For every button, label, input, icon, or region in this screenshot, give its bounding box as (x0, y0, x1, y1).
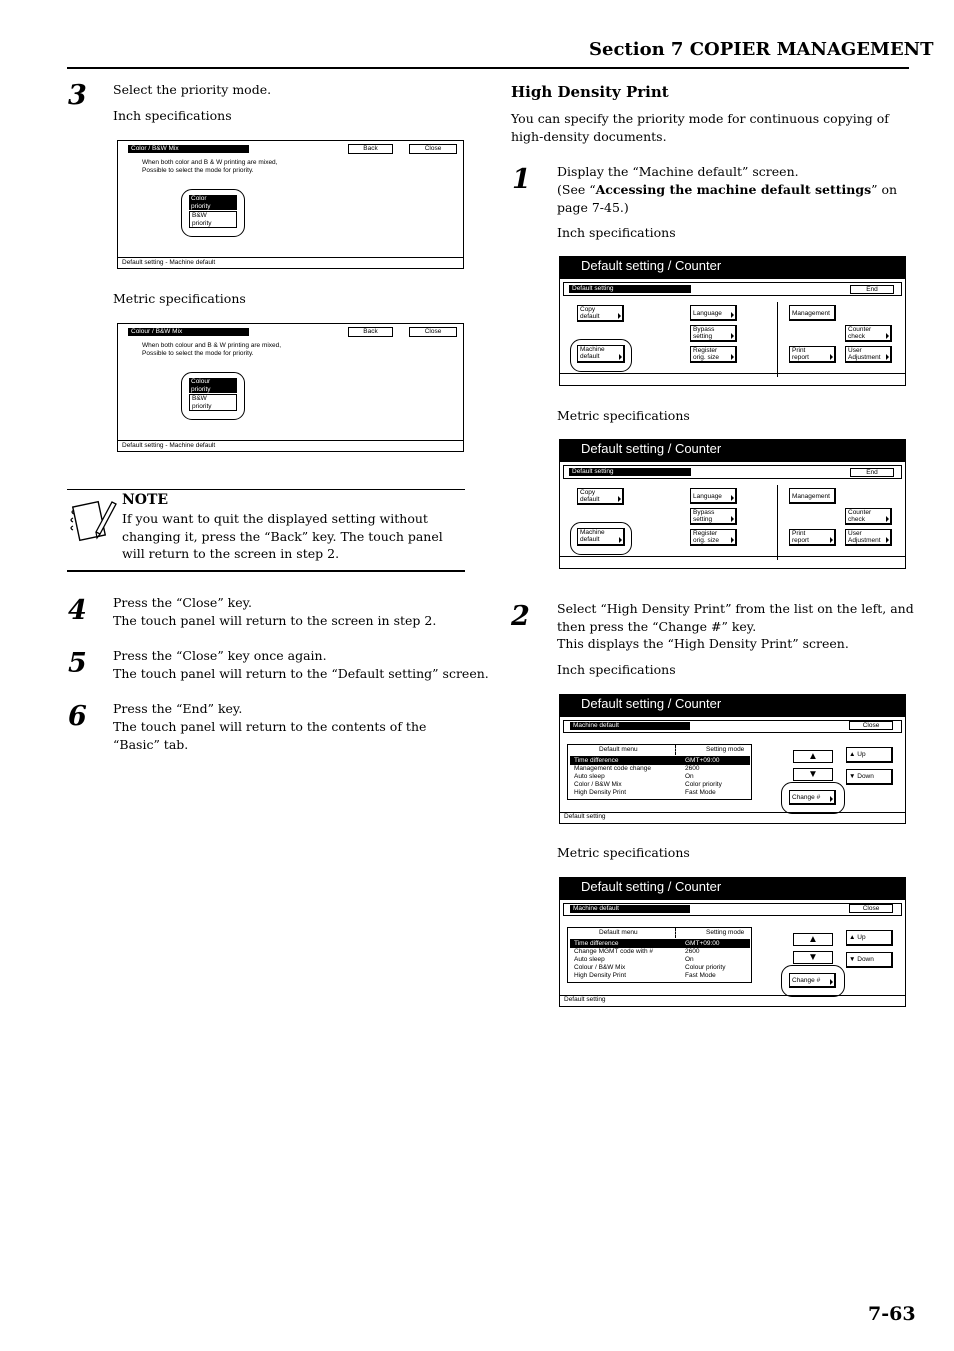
down-button[interactable]: ▼ Down (846, 769, 893, 785)
language-button[interactable]: Language (690, 488, 737, 504)
note-text: If you want to quit the displayed setting without changing it, press the “Back” key. The touch panel will return to the screen in step 2. (122, 511, 443, 561)
end-button[interactable]: End (850, 468, 894, 477)
table-row[interactable]: Time difference (574, 757, 619, 764)
scroll-up-arrow-button[interactable]: ▲ (793, 933, 833, 946)
panel-title: Default setting / Counter (559, 256, 906, 278)
panel-body (559, 716, 906, 824)
step-1-line-2: (See “Accessing the machine default settings” on (557, 182, 898, 197)
change-button[interactable]: Change # (789, 973, 836, 988)
close-button[interactable]: Close (409, 144, 457, 154)
machine-default-panel-inch (559, 694, 906, 824)
panel-footer: Default setting (564, 813, 606, 820)
user-adjustment-button[interactable]: User Adjustment (845, 346, 892, 363)
scroll-down-arrow-button[interactable]: ▼ (793, 768, 833, 781)
inch-spec-label: Inch specifications (557, 225, 676, 240)
note-notebook-icon (70, 496, 118, 544)
up-button[interactable]: ▲ Up (846, 747, 893, 763)
panel-message-2: Possible to select the mode for priority. (142, 350, 254, 357)
step-3-text: Select the priority mode. (113, 82, 272, 97)
section-heading: High Density Print (511, 83, 669, 101)
metric-spec-label: Metric specifications (557, 845, 690, 860)
table-cell: GMT+09:00 (685, 940, 720, 947)
machine-default-panel-metric (559, 877, 906, 1007)
bw-priority-option[interactable]: B&W priority (189, 211, 237, 228)
bypass-setting-button[interactable]: Bypass setting (690, 508, 737, 525)
machine-default-button[interactable]: Machine default (577, 345, 625, 363)
panel-footer: Default setting - Machine default (122, 442, 216, 449)
register-orig-size-button[interactable]: Register orig. size (690, 529, 737, 546)
table-cell: Fast Mode (685, 972, 716, 979)
step-5-line-1: Press the “Close” key once again. (113, 648, 327, 663)
back-button[interactable]: Back (348, 327, 393, 337)
note-top-rule (67, 489, 465, 490)
table-row[interactable]: Color / B&W Mix (574, 781, 622, 788)
panel-message-1: When both color and B & W printing are mixed, (142, 159, 278, 166)
table-row[interactable]: Management code change (574, 765, 651, 772)
up-triangle-icon: ▲ (849, 751, 858, 758)
table-cell: Colour priority (685, 964, 726, 971)
scroll-down-arrow-button[interactable]: ▼ (793, 951, 833, 964)
down-triangle-icon: ▼ (849, 773, 858, 780)
column-divider (777, 485, 778, 560)
default-setting-bar: Default setting (569, 285, 691, 293)
step-1-line-3: page 7-45.) (557, 200, 629, 215)
header-rule (67, 67, 909, 69)
close-button[interactable]: Close (849, 721, 893, 730)
copy-default-button[interactable]: Copy default (577, 305, 624, 322)
metric-spec-label: Metric specifications (113, 291, 246, 306)
panel-body (559, 278, 906, 386)
table-cell: GMT+09:00 (685, 757, 720, 764)
step-6-line-1: Press the “End” key. (113, 701, 243, 716)
down-button[interactable]: ▼ Down (846, 952, 893, 968)
counter-check-button[interactable]: Counter check (845, 325, 892, 342)
inch-spec-label: Inch specifications (557, 662, 676, 677)
scroll-up-arrow-button[interactable]: ▲ (793, 750, 833, 763)
counter-panel-inch (559, 256, 906, 386)
settings-list (567, 744, 752, 800)
metric-spec-label: Metric specifications (557, 408, 690, 423)
counter-panel-metric (559, 439, 906, 569)
step-6-line-2: The touch panel will return to the contents of the “Basic” tab. (113, 719, 427, 752)
default-setting-bar: Default setting (569, 468, 691, 476)
table-cell: 2600 (685, 765, 700, 772)
language-button[interactable]: Language (690, 305, 737, 321)
colour-priority-option[interactable]: Colour priority (189, 378, 237, 393)
column-divider (777, 302, 778, 377)
step-4-line-2: The touch panel will return to the screen in step 2. (113, 613, 437, 628)
footer-divider (118, 257, 463, 258)
note-title: NOTE (122, 492, 169, 508)
panel-title-bar: Colour / B&W Mix (128, 328, 249, 336)
bw-priority-option[interactable]: B&W priority (189, 394, 237, 411)
user-adjustment-button[interactable]: User Adjustment (845, 529, 892, 546)
column-header-setting: Setting mode (706, 746, 745, 753)
table-cell: Color priority (685, 781, 722, 788)
panel-title: Default setting / Counter (559, 877, 906, 899)
end-button[interactable]: End (850, 285, 894, 294)
table-row[interactable]: Auto sleep (574, 773, 605, 780)
step-2-number: 2 (511, 601, 530, 632)
table-cell: On (685, 956, 694, 963)
table-cell: 2600 (685, 948, 700, 955)
up-triangle-icon: ▲ (849, 934, 858, 941)
step-2-line-3: This displays the “High Density Print” screen. (557, 636, 849, 651)
step-2-line-1: Select “High Density Print” from the list on the left, and (557, 601, 914, 616)
panel-title: Default setting / Counter (559, 439, 906, 461)
up-button[interactable]: ▲ Up (846, 930, 893, 946)
column-header-setting: Setting mode (706, 929, 745, 936)
column-header-menu: Default menu (599, 929, 638, 936)
table-row[interactable]: Auto sleep (574, 956, 605, 963)
page-number: 7-63 (868, 1303, 916, 1325)
settings-list (567, 927, 752, 983)
table-row[interactable]: High Density Print (574, 789, 627, 796)
table-row[interactable]: High Density Print (574, 972, 627, 979)
step-5-line-2: The touch panel will return to the “Default setting” screen. (113, 666, 489, 681)
color-mix-panel-inch (117, 140, 464, 269)
column-header-menu: Default menu (599, 746, 638, 753)
step-4-line-1: Press the “Close” key. (113, 595, 253, 610)
panel-body (559, 899, 906, 1007)
panel-footer: Default setting (564, 996, 606, 1003)
note-bottom-rule (67, 570, 465, 572)
color-priority-option[interactable]: Color priority (189, 195, 237, 210)
step-3-number: 3 (68, 80, 87, 111)
table-row[interactable]: Colour / B&W Mix (574, 964, 626, 971)
print-report-button[interactable]: Print report (789, 529, 836, 546)
copy-default-button[interactable]: Copy default (577, 488, 624, 505)
table-cell: On (685, 773, 694, 780)
table-row[interactable]: Change MGMT code with # (574, 948, 653, 955)
back-button[interactable]: Back (348, 144, 393, 154)
panel-message-1: When both colour and B & W printing are mixed, (142, 342, 282, 349)
color-mix-panel-metric (117, 323, 464, 452)
intro-text: You can specify the priority mode for continuous copying of high-density documents. (511, 111, 889, 144)
footer-divider (118, 440, 463, 441)
print-report-button[interactable]: Print report (789, 346, 836, 363)
machine-default-bar: Machine default (570, 722, 690, 730)
panel-body (559, 461, 906, 569)
management-button[interactable]: Management (789, 488, 836, 504)
panel-title: Default setting / Counter (559, 694, 906, 716)
panel-footer: Default setting - Machine default (122, 259, 216, 266)
management-button[interactable]: Management (789, 305, 836, 321)
panel-title-bar: Color / B&W Mix (128, 145, 249, 153)
close-button[interactable]: Close (849, 904, 893, 913)
step-4-number: 4 (68, 595, 87, 626)
table-cell: Fast Mode (685, 789, 716, 796)
step-1-number: 1 (512, 164, 531, 195)
bypass-setting-button[interactable]: Bypass setting (690, 325, 737, 342)
reference-link[interactable]: Accessing the machine default settings (595, 182, 872, 197)
change-button[interactable]: Change # (789, 790, 836, 805)
register-orig-size-button[interactable]: Register orig. size (690, 346, 737, 363)
table-row[interactable]: Time difference (574, 940, 619, 947)
step-6-number: 6 (68, 701, 87, 732)
step-5-number: 5 (68, 648, 87, 679)
step-1-line-1: Display the “Machine default” screen. (557, 164, 799, 179)
machine-default-bar: Machine default (570, 905, 690, 913)
panel-message-2: Possible to select the mode for priority. (142, 167, 254, 174)
down-triangle-icon: ▼ (849, 956, 858, 963)
inch-spec-label: Inch specifications (113, 108, 232, 123)
step-2-line-2: then press the “Change #” key. (557, 619, 757, 634)
machine-default-button[interactable]: Machine default (577, 528, 625, 546)
close-button[interactable]: Close (409, 327, 457, 337)
counter-check-button[interactable]: Counter check (845, 508, 892, 525)
section-header: Section 7 COPIER MANAGEMENT (589, 39, 934, 60)
